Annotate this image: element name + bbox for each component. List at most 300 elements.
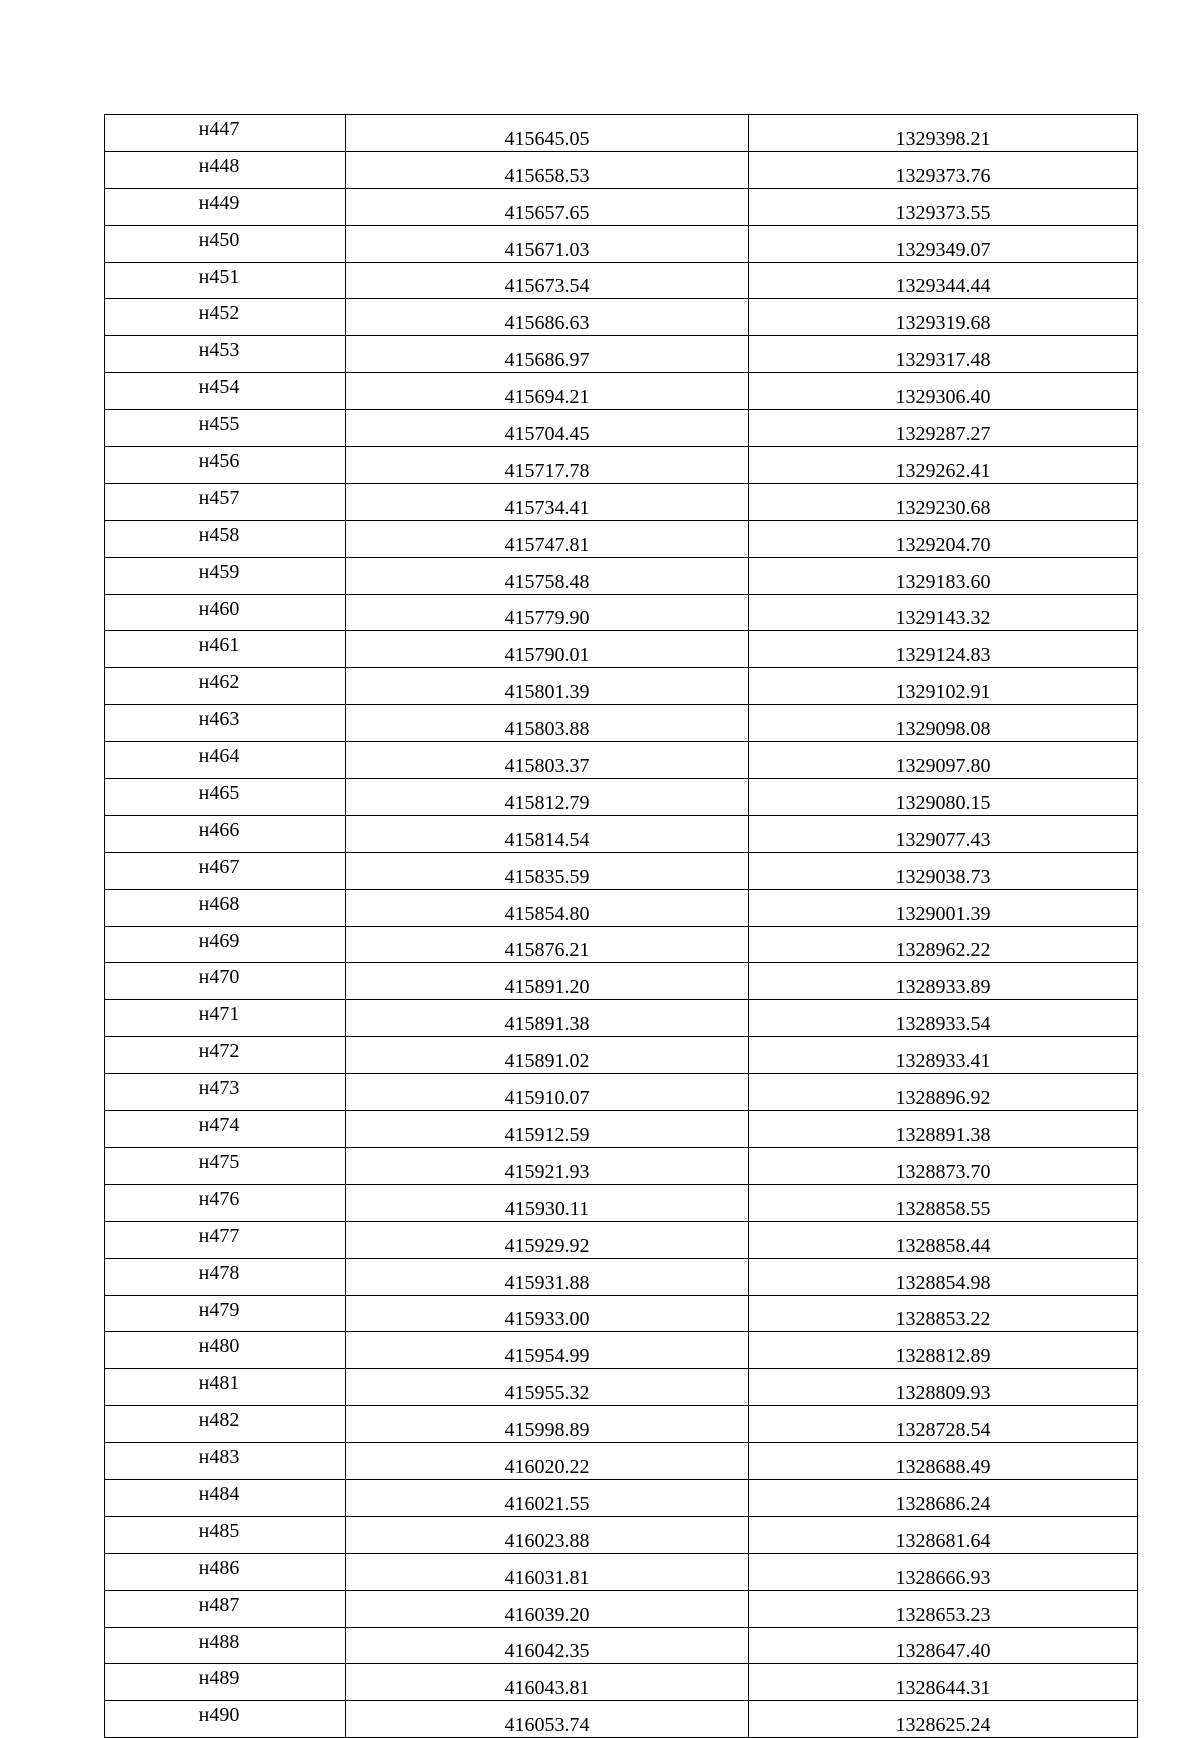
y-coordinate-cell [749,483,1138,520]
y-coordinate-cell [749,115,1138,152]
x-coordinate-text: 415930.11 [504,1197,590,1220]
x-coordinate-cell [346,1258,749,1295]
point-number-cell [105,1701,346,1738]
point-number-cell [105,1000,346,1037]
y-coordinate-cell [749,1701,1138,1738]
y-coordinate-cell [749,1590,1138,1627]
table-row [105,373,1138,410]
x-coordinate-text: 415910.07 [504,1087,590,1110]
table-row [105,1295,1138,1332]
x-coordinate-text: 415758.48 [504,570,590,593]
x-coordinate-text: 415704.45 [504,423,590,446]
y-coordinate-cell [749,1627,1138,1664]
point-number-cell [105,668,346,705]
y-coordinate-cell [749,1516,1138,1553]
point-number-text: н474 [198,1114,240,1137]
y-coordinate-text: 1328681.64 [895,1529,991,1552]
point-number-text: н479 [198,1298,240,1321]
table-row [105,115,1138,152]
x-coordinate-cell [346,1295,749,1332]
y-coordinate-cell [749,336,1138,373]
point-number-text: н490 [198,1704,240,1727]
x-coordinate-text: 416021.55 [504,1492,590,1515]
x-coordinate-cell [346,1332,749,1369]
y-coordinate-cell [749,594,1138,631]
x-coordinate-text: 415891.20 [504,976,590,999]
point-number-cell [105,188,346,225]
x-coordinate-text: 415673.54 [504,275,590,298]
point-number-text: н461 [198,634,240,657]
x-coordinate-cell [346,447,749,484]
point-number-cell [105,926,346,963]
point-number-text: н470 [198,966,240,989]
x-coordinate-text: 415658.53 [504,164,590,187]
y-coordinate-text: 1328933.41 [895,1050,991,1073]
y-coordinate-cell [749,1184,1138,1221]
y-coordinate-text: 1328896.92 [895,1087,991,1110]
point-number-text: н454 [198,376,240,399]
table-row [105,926,1138,963]
coordinates-table-body [105,115,1138,1738]
point-number-text: н473 [198,1077,240,1100]
y-coordinate-cell [749,1037,1138,1074]
point-number-text: н485 [198,1519,240,1542]
x-coordinate-text: 416043.81 [504,1677,590,1700]
y-coordinate-text: 1329373.76 [895,164,991,187]
table-row [105,1479,1138,1516]
point-number-cell [105,705,346,742]
point-number-text: н456 [198,450,240,473]
x-coordinate-cell [346,225,749,262]
y-coordinate-text: 1329398.21 [895,127,991,150]
point-number-text: н475 [198,1150,240,1173]
y-coordinate-text: 1329098.08 [895,718,991,741]
point-number-text: н482 [198,1409,240,1432]
table-row [105,705,1138,742]
table-row [105,1553,1138,1590]
x-coordinate-text: 415835.59 [504,865,590,888]
point-number-text: н469 [198,929,240,952]
y-coordinate-text: 1328962.22 [895,939,991,962]
x-coordinate-text: 415747.81 [504,533,590,556]
table-row [105,631,1138,668]
x-coordinate-text: 415912.59 [504,1123,590,1146]
point-number-cell [105,1037,346,1074]
x-coordinate-cell [346,262,749,299]
x-coordinate-cell [346,557,749,594]
point-number-cell [105,373,346,410]
y-coordinate-cell [749,262,1138,299]
table-row [105,520,1138,557]
point-number-cell [105,1406,346,1443]
point-number-text: н450 [198,228,240,251]
y-coordinate-cell [749,557,1138,594]
x-coordinate-cell [346,151,749,188]
point-number-text: н478 [198,1261,240,1284]
x-coordinate-cell [346,1479,749,1516]
x-coordinate-text: 415686.97 [504,349,590,372]
x-coordinate-text: 415734.41 [504,496,590,519]
point-number-cell [105,1295,346,1332]
point-number-cell [105,1111,346,1148]
table-row [105,594,1138,631]
point-number-text: н453 [198,339,240,362]
table-row [105,1074,1138,1111]
y-coordinate-cell [749,705,1138,742]
y-coordinate-text: 1328809.93 [895,1382,991,1405]
point-number-text: н466 [198,818,240,841]
y-coordinate-text: 1328854.98 [895,1271,991,1294]
table-row [105,1701,1138,1738]
table-row [105,742,1138,779]
y-coordinate-text: 1328933.89 [895,976,991,999]
point-number-text: н483 [198,1446,240,1469]
x-coordinate-cell [346,373,749,410]
x-coordinate-cell [346,1000,749,1037]
x-coordinate-text: 416042.35 [504,1640,590,1663]
y-coordinate-cell [749,1000,1138,1037]
point-number-text: н471 [198,1003,240,1026]
x-coordinate-cell [346,594,749,631]
x-coordinate-text: 415921.93 [504,1160,590,1183]
point-number-text: н487 [198,1593,240,1616]
point-number-text: н449 [198,191,240,214]
x-coordinate-cell [346,410,749,447]
y-coordinate-cell [749,631,1138,668]
x-coordinate-text: 415686.63 [504,312,590,335]
y-coordinate-cell [749,1111,1138,1148]
y-coordinate-cell [749,1443,1138,1480]
table-row [105,1664,1138,1701]
y-coordinate-cell [749,447,1138,484]
x-coordinate-text: 415931.88 [504,1271,590,1294]
point-number-text: н465 [198,782,240,805]
x-coordinate-cell [346,742,749,779]
point-number-text: н463 [198,708,240,731]
point-number-text: н464 [198,745,240,768]
y-coordinate-cell [749,1258,1138,1295]
table-row [105,668,1138,705]
table-row [105,779,1138,816]
table-row [105,1258,1138,1295]
x-coordinate-cell [346,1443,749,1480]
x-coordinate-text: 415891.02 [504,1050,590,1073]
x-coordinate-text: 416023.88 [504,1529,590,1552]
x-coordinate-cell [346,1111,749,1148]
y-coordinate-cell [749,1479,1138,1516]
y-coordinate-text: 1329183.60 [895,570,991,593]
x-coordinate-text: 415790.01 [504,644,590,667]
x-coordinate-text: 415891.38 [504,1013,590,1036]
y-coordinate-text: 1328728.54 [895,1419,991,1442]
y-coordinate-text: 1329319.68 [895,312,991,335]
point-number-cell [105,889,346,926]
y-coordinate-text: 1328653.23 [895,1603,991,1626]
point-number-text: н484 [198,1482,240,1505]
table-row [105,815,1138,852]
point-number-cell [105,115,346,152]
point-number-text: н489 [198,1667,240,1690]
point-number-text: н458 [198,523,240,546]
point-number-text: н455 [198,413,240,436]
y-coordinate-cell [749,1221,1138,1258]
y-coordinate-cell [749,151,1138,188]
x-coordinate-cell [346,852,749,889]
y-coordinate-text: 1328812.89 [895,1345,991,1368]
y-coordinate-cell [749,1369,1138,1406]
point-number-cell [105,1590,346,1627]
point-number-cell [105,1479,346,1516]
point-number-cell [105,1443,346,1480]
point-number-text: н486 [198,1556,240,1579]
point-number-text: н477 [198,1224,240,1247]
x-coordinate-cell [346,1664,749,1701]
table-row [105,1184,1138,1221]
x-coordinate-text: 415671.03 [504,238,590,261]
x-coordinate-text: 415854.80 [504,902,590,925]
x-coordinate-cell [346,299,749,336]
table-row [105,1590,1138,1627]
point-number-text: н480 [198,1335,240,1358]
point-number-cell [105,1664,346,1701]
y-coordinate-cell [749,889,1138,926]
point-number-cell [105,1369,346,1406]
y-coordinate-text: 1328644.31 [895,1677,991,1700]
y-coordinate-text: 1329001.39 [895,902,991,925]
table-row [105,1443,1138,1480]
x-coordinate-cell [346,1553,749,1590]
table-row [105,1111,1138,1148]
x-coordinate-cell [346,1627,749,1664]
y-coordinate-cell [749,1332,1138,1369]
x-coordinate-cell [346,1184,749,1221]
table-row [105,963,1138,1000]
table-row [105,889,1138,926]
y-coordinate-cell [749,520,1138,557]
y-coordinate-cell [749,963,1138,1000]
x-coordinate-text: 416039.20 [504,1603,590,1626]
table-row [105,447,1138,484]
point-number-cell [105,447,346,484]
x-coordinate-cell [346,779,749,816]
point-number-text: н468 [198,892,240,915]
x-coordinate-cell [346,1147,749,1184]
table-row [105,336,1138,373]
y-coordinate-cell [749,373,1138,410]
y-coordinate-text: 1329287.27 [895,423,991,446]
table-row [105,557,1138,594]
x-coordinate-cell [346,1516,749,1553]
point-number-cell [105,1184,346,1221]
x-coordinate-cell [346,963,749,1000]
y-coordinate-text: 1329349.07 [895,238,991,261]
x-coordinate-text: 415803.88 [504,718,590,741]
y-coordinate-text: 1329038.73 [895,865,991,888]
y-coordinate-cell [749,668,1138,705]
x-coordinate-text: 415717.78 [504,459,590,482]
x-coordinate-text: 415933.00 [504,1308,590,1331]
point-number-cell [105,336,346,373]
x-coordinate-text: 415801.39 [504,681,590,704]
point-number-cell [105,151,346,188]
point-number-cell [105,1627,346,1664]
point-number-text: н460 [198,597,240,620]
point-number-cell [105,742,346,779]
y-coordinate-cell [749,225,1138,262]
x-coordinate-text: 415954.99 [504,1345,590,1368]
point-number-cell [105,852,346,889]
y-coordinate-cell [749,779,1138,816]
y-coordinate-text: 1329344.44 [895,275,991,298]
x-coordinate-cell [346,483,749,520]
x-coordinate-cell [346,1369,749,1406]
table-row [105,225,1138,262]
y-coordinate-cell [749,410,1138,447]
x-coordinate-text: 416020.22 [504,1455,590,1478]
y-coordinate-text: 1328666.93 [895,1566,991,1589]
point-number-text: н472 [198,1040,240,1063]
y-coordinate-cell [749,815,1138,852]
table-row [105,1369,1138,1406]
table-row [105,1000,1138,1037]
y-coordinate-cell [749,1664,1138,1701]
point-number-text: н488 [198,1630,240,1653]
point-number-cell [105,520,346,557]
x-coordinate-cell [346,889,749,926]
y-coordinate-text: 1329373.55 [895,201,991,224]
table-row [105,151,1138,188]
point-number-text: н451 [198,265,240,288]
x-coordinate-cell [346,520,749,557]
coordinates-table [104,114,1138,1738]
y-coordinate-cell [749,1406,1138,1443]
x-coordinate-text: 415998.89 [504,1419,590,1442]
x-coordinate-cell [346,1406,749,1443]
x-coordinate-cell [346,815,749,852]
table-row [105,1147,1138,1184]
x-coordinate-cell [346,668,749,705]
table-row [105,410,1138,447]
y-coordinate-text: 1328858.44 [895,1234,991,1257]
x-coordinate-cell [346,336,749,373]
y-coordinate-text: 1328686.24 [895,1492,991,1515]
y-coordinate-text: 1329102.91 [895,681,991,704]
x-coordinate-cell [346,631,749,668]
x-coordinate-cell [346,1037,749,1074]
y-coordinate-text: 1329306.40 [895,386,991,409]
point-number-cell [105,594,346,631]
y-coordinate-cell [749,188,1138,225]
point-number-text: н467 [198,855,240,878]
x-coordinate-text: 415929.92 [504,1234,590,1257]
point-number-cell [105,631,346,668]
table-row [105,1037,1138,1074]
x-coordinate-cell [346,926,749,963]
x-coordinate-cell [346,115,749,152]
y-coordinate-text: 1328933.54 [895,1013,991,1036]
y-coordinate-text: 1329143.32 [895,607,991,630]
y-coordinate-text: 1328891.38 [895,1123,991,1146]
y-coordinate-text: 1328625.24 [895,1714,991,1737]
table-row [105,852,1138,889]
point-number-cell [105,262,346,299]
table-row [105,1406,1138,1443]
table-row [105,1627,1138,1664]
y-coordinate-text: 1329230.68 [895,496,991,519]
point-number-text: н476 [198,1187,240,1210]
point-number-cell [105,1074,346,1111]
y-coordinate-text: 1329080.15 [895,791,991,814]
table-row [105,1516,1138,1553]
x-coordinate-text: 416031.81 [504,1566,590,1589]
x-coordinate-text: 415955.32 [504,1382,590,1405]
x-coordinate-text: 416053.74 [504,1714,590,1737]
point-number-cell [105,225,346,262]
x-coordinate-cell [346,1590,749,1627]
y-coordinate-text: 1328647.40 [895,1640,991,1663]
y-coordinate-cell [749,1147,1138,1184]
y-coordinate-cell [749,1074,1138,1111]
point-number-cell [105,483,346,520]
point-number-cell [105,963,346,1000]
x-coordinate-cell [346,188,749,225]
point-number-cell [105,299,346,336]
table-row [105,483,1138,520]
table-row [105,1332,1138,1369]
y-coordinate-text: 1328858.55 [895,1197,991,1220]
x-coordinate-text: 415803.37 [504,755,590,778]
x-coordinate-text: 415779.90 [504,607,590,630]
point-number-cell [105,1221,346,1258]
table-row [105,299,1138,336]
point-number-cell [105,815,346,852]
x-coordinate-text: 415876.21 [504,939,590,962]
x-coordinate-cell [346,705,749,742]
point-number-cell [105,1147,346,1184]
point-number-text: н459 [198,560,240,583]
point-number-text: н457 [198,486,240,509]
y-coordinate-text: 1329124.83 [895,644,991,667]
point-number-cell [105,1553,346,1590]
point-number-cell [105,779,346,816]
x-coordinate-text: 415694.21 [504,386,590,409]
y-coordinate-cell [749,926,1138,963]
table-row [105,262,1138,299]
y-coordinate-cell [749,1553,1138,1590]
y-coordinate-text: 1329317.48 [895,349,991,372]
x-coordinate-text: 415645.05 [504,127,590,150]
point-number-cell [105,557,346,594]
point-number-text: н462 [198,671,240,694]
y-coordinate-text: 1329204.70 [895,533,991,556]
point-number-cell [105,1332,346,1369]
x-coordinate-cell [346,1221,749,1258]
y-coordinate-text: 1329097.80 [895,755,991,778]
y-coordinate-cell [749,1295,1138,1332]
y-coordinate-text: 1328853.22 [895,1308,991,1331]
table-row [105,1221,1138,1258]
y-coordinate-text: 1329262.41 [895,459,991,482]
point-number-cell [105,1516,346,1553]
point-number-text: н481 [198,1372,240,1395]
x-coordinate-text: 415814.54 [504,828,590,851]
point-number-text: н448 [198,154,240,177]
y-coordinate-cell [749,742,1138,779]
point-number-text: н447 [198,118,240,140]
table-row [105,188,1138,225]
x-coordinate-text: 415812.79 [504,791,590,814]
y-coordinate-text: 1329077.43 [895,828,991,851]
